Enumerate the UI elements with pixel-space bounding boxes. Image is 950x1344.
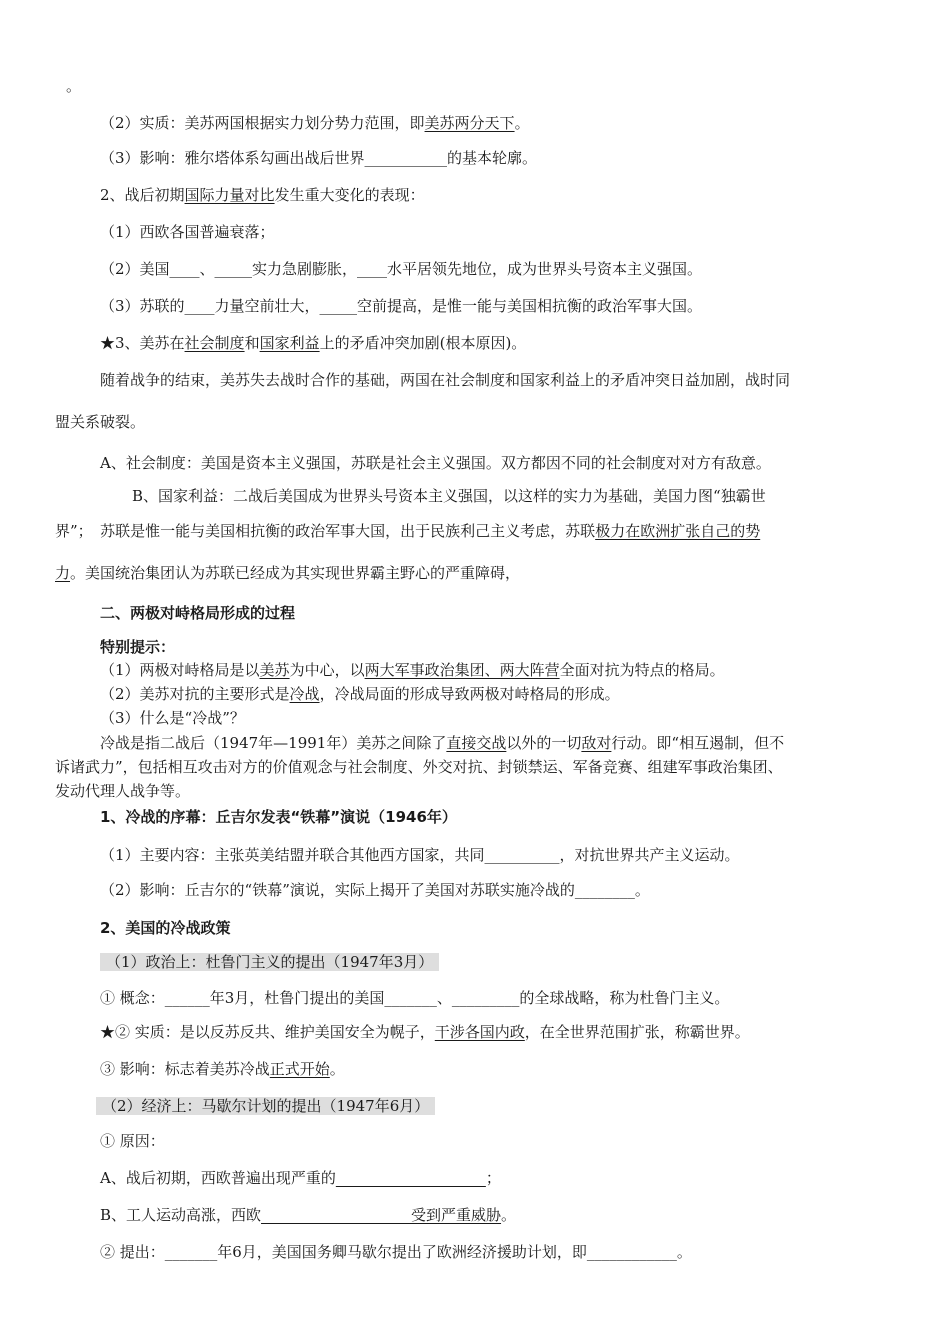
line-content [100, 186, 425, 204]
text-line-10 [55, 412, 145, 432]
line-content [100, 260, 702, 278]
text-segment: 1、冷战的序幕：丘吉尔发表“铁幕”演说（1946年） [100, 808, 457, 826]
line-content [100, 223, 275, 241]
text-segment: 全面对抗为特点的格局。 [559, 661, 725, 679]
line-content [100, 114, 530, 132]
line-content [100, 685, 620, 703]
underlined-term: 力 [55, 564, 71, 582]
text-segment: B、国家利益：二战后美国成为世界头号资本主义强国，以这样的实力为基础，美国力图“独霸世 [132, 487, 766, 505]
text-segment: ★3、美苏在 [100, 334, 185, 352]
line-content [100, 638, 175, 656]
underlined-term: 直接交战 [446, 734, 507, 752]
text-line-23 [100, 807, 457, 827]
line-content [100, 734, 784, 752]
underlined-term: 两大军事政治集团、两大阵营 [364, 661, 560, 679]
text-segment: （3）什么是“冷战”？ [100, 709, 245, 727]
line-content [55, 782, 190, 800]
text-line-7 [100, 296, 702, 316]
text-line-32 [100, 1131, 165, 1151]
text-line-17 [100, 660, 725, 680]
line-content [55, 413, 145, 431]
line-content [100, 1023, 750, 1041]
text-line-15 [100, 603, 295, 623]
text-line-21 [55, 757, 783, 777]
text-segment: （2）实质：美苏两国根据实力划分势力范围，即 [100, 114, 425, 132]
highlighted-subheading [96, 1097, 435, 1115]
text-segment: （1）政治上：杜鲁门主义的提出（1947年3月） [106, 953, 434, 971]
text-line-34 [100, 1205, 516, 1225]
line-content [132, 487, 766, 505]
text-line-27 [100, 952, 439, 972]
text-segment: 上的矛盾冲突加剧(根本原因)。 [319, 334, 527, 352]
text-segment: 。 [66, 77, 82, 95]
line-content [100, 1206, 516, 1224]
line-content [55, 758, 783, 776]
text-segment: ，冷战局面的形成导致两极对峙格局的形成。 [319, 685, 620, 703]
text-segment: （2）美苏对抗的主要形式是 [100, 685, 290, 703]
line-content [100, 1132, 165, 1150]
line-content [100, 604, 295, 622]
text-line-19 [100, 708, 245, 728]
text-segment: 为中心，以 [289, 661, 365, 679]
line-content [100, 1169, 501, 1187]
line-content [100, 661, 725, 679]
text-segment: （1）两极对峙格局是以 [100, 661, 260, 679]
line-content [100, 919, 230, 937]
text-segment: 诉诸武力”，包括相互攻击对方的价值观念与社会制度、外交对抗、封锁禁运、军备竞赛、组建军事政治集团、 [55, 758, 783, 776]
text-segment: 以外的一切 [506, 734, 582, 752]
underlined-term: 敌对 [581, 734, 612, 752]
text-line-9 [100, 370, 790, 390]
text-segment: 界”； 苏联是惟一能与美国相抗衡的政治军事大国，出于民族利己主义考虑，苏联 [55, 522, 596, 540]
text-segment: （2）经济上：马歇尔计划的提出（1947年6月） [102, 1097, 430, 1115]
underlined-term [336, 1169, 486, 1187]
text-line-4 [100, 185, 425, 205]
line-content [100, 371, 790, 389]
text-segment: 盟关系破裂。 [55, 413, 146, 431]
line-content [100, 1060, 345, 1078]
text-segment: 冷战是指二战后（1947年—1991年）美苏之间除了 [100, 734, 447, 752]
text-line-33 [100, 1168, 501, 1188]
line-content [100, 709, 245, 727]
text-line-11 [100, 453, 771, 473]
line-content [100, 808, 457, 826]
text-line-28 [100, 988, 729, 1008]
text-segment: 特别提示： [100, 638, 176, 656]
text-segment: 发动代理人战争等。 [55, 782, 191, 800]
text-segment: A、社会制度：美国是资本主义强国，苏联是社会主义强国。双方都因不同的社会制度对对方有敌意。 [100, 454, 771, 472]
line-content [100, 334, 526, 352]
text-segment: 行动。即“相互遏制，但不 [611, 734, 785, 752]
text-segment: ① 概念：______年3月，杜鲁门提出的美国_______、_________的全球战略，称为杜鲁门主义。 [100, 989, 730, 1007]
text-line-25 [100, 880, 650, 900]
text-line-31 [96, 1096, 435, 1116]
text-segment: （2）美国____、_____实力急剧膨胀，____水平居领先地位，成为世界头号资本主义强国。 [100, 260, 703, 278]
text-line-8 [100, 333, 526, 353]
line-content [100, 454, 771, 472]
text-segment: 发生重大变化的表现： [274, 186, 425, 204]
text-line-29 [100, 1022, 750, 1042]
text-line-26 [100, 918, 230, 938]
underlined-term: 美苏两分天下 [424, 114, 515, 132]
text-segment: ★② 实质：是以反苏反共、维护美国安全为幌子， [100, 1023, 435, 1041]
text-segment: （1）西欧各国普遍衰落； [100, 223, 275, 241]
text-segment: 二、两极对峙格局形成的过程 [100, 604, 296, 622]
text-segment: ③ 影响：标志着美苏冷战 [100, 1060, 270, 1078]
text-segment: 2、美国的冷战政策 [100, 919, 231, 937]
line-content [100, 989, 729, 1007]
text-segment: 和 [244, 334, 260, 352]
underlined-term: 国家利益 [259, 334, 320, 352]
text-segment: ，在全世界范围扩张，称霸世界。 [524, 1023, 750, 1041]
text-line-12 [132, 486, 766, 506]
text-line-6 [100, 259, 702, 279]
text-segment: 2、战后初期 [100, 186, 185, 204]
text-line-5 [100, 222, 275, 242]
text-segment: （3）苏联的____力量空前壮大，_____空前提高，是惟一能与美国相抗衡的政治军事大国。 [100, 297, 703, 315]
text-line-16 [100, 637, 175, 657]
line-content [100, 881, 650, 899]
text-line-22 [55, 781, 190, 801]
text-segment: A、战后初期，西欧普遍出现严重的 [100, 1169, 336, 1187]
underlined-term: 干涉各国内政 [434, 1023, 525, 1041]
line-content [55, 564, 520, 582]
underlined-term: 极力在欧洲扩张自己的势 [595, 522, 761, 540]
underlined-term: 国际力量对比 [184, 186, 275, 204]
line-content [100, 846, 740, 864]
text-line-18 [100, 684, 620, 704]
text-segment: ② 提出：_______年6月，美国国务卿马歇尔提出了欧洲经济援助计划，即____________。 [100, 1243, 692, 1261]
text-line-3 [100, 148, 537, 168]
underlined-term: 美苏 [259, 661, 290, 679]
line-content [100, 149, 537, 167]
line-content [100, 1243, 692, 1261]
text-line-13 [55, 521, 760, 541]
text-line-2 [100, 113, 530, 133]
text-segment: ； [485, 1169, 501, 1187]
line-content [100, 297, 702, 315]
line-content [66, 77, 81, 95]
text-segment: 。 [329, 1060, 345, 1078]
text-segment: 。 [501, 1206, 517, 1224]
text-segment: （2）影响：丘吉尔的“铁幕”演说，实际上揭开了美国对苏联实施冷战的________。 [100, 881, 650, 899]
text-segment: 随着战争的结束，美苏失去战时合作的基础，两国在社会制度和国家利益上的矛盾冲突日益加剧，战时同 [100, 371, 791, 389]
underlined-term: 正式开始 [269, 1060, 330, 1078]
text-line-14 [55, 563, 520, 583]
line-content [55, 522, 760, 540]
text-segment: 。美国统治集团认为苏联已经成为其实现世界霸主野心的严重障碍， [70, 564, 521, 582]
text-segment: （3）影响：雅尔塔体系勾画出战后世界___________的基本轮廓。 [100, 149, 538, 167]
text-segment: 。 [514, 114, 530, 132]
underlined-term: 社会制度 [184, 334, 245, 352]
text-segment: （1）主要内容：主张英美结盟并联合其他西方国家，共同__________，对抗世界共产主义运动。 [100, 846, 740, 864]
text-segment: ① 原因： [100, 1132, 165, 1150]
text-segment: B、工人运动高涨，西欧 [100, 1206, 262, 1224]
underlined-term: 受到严重威胁 [261, 1206, 502, 1224]
text-line-20 [100, 733, 784, 753]
highlighted-subheading [100, 953, 439, 971]
text-line-1 [66, 76, 81, 96]
underlined-term: 冷战 [289, 685, 320, 703]
text-line-24 [100, 845, 740, 865]
text-line-30 [100, 1059, 345, 1079]
text-line-35 [100, 1242, 692, 1262]
